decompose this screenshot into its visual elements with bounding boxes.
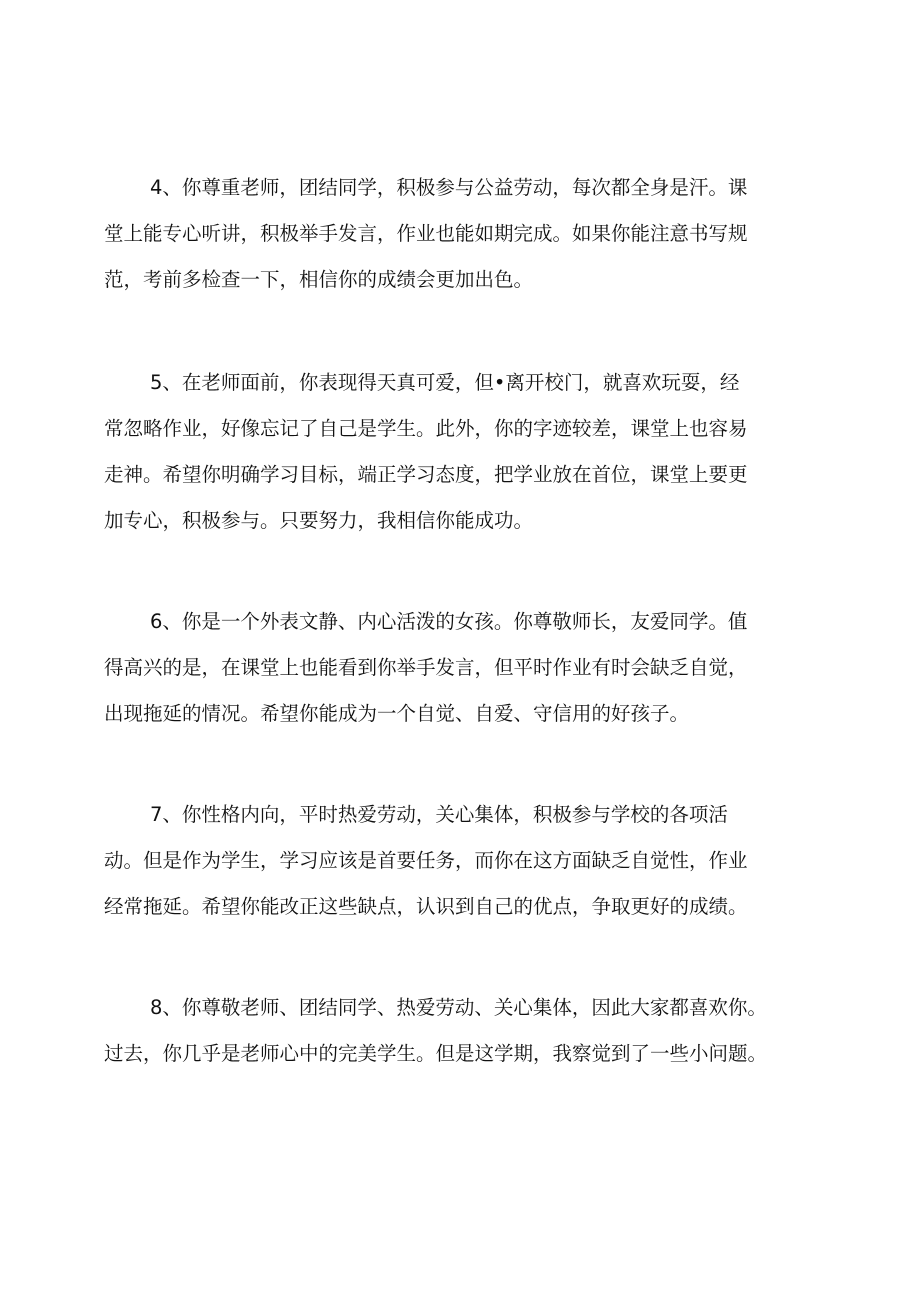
paragraph-line: 走神。希望你明确学习目标，端正学习态度，把学业放在首位，课堂上要更 [104,463,748,486]
paragraph-line: 堂上能专心听讲，积极举手发言，作业也能如期完成。如果你能注意书写规 [104,222,748,245]
paragraph-line: 4、你尊重老师，团结同学，积极参与公益劳动，每次都全身是汗。课 [150,176,748,199]
paragraph-line: 得高兴的是，在课堂上也能看到你举手发言，但平时作业有时会缺乏自觉， [104,656,748,679]
paragraph-line: 常忽略作业，好像忘记了自己是学生。此外，你的字迹较差，课堂上也容易 [104,417,748,440]
paragraph-line: 5、在老师面前，你表现得天真可爱，但•离开校门，就喜欢玩耍，经 [150,371,740,394]
comment-paragraph-4 [104,165,834,303]
paragraph-line: 范，考前多检查一下，相信你的成绩会更加出色。 [104,268,534,291]
paragraph-line: 动。但是作为学生，学习应该是首要任务，而你在这方面缺乏自觉性，作业 [104,849,748,872]
paragraph-line: 加专心，积极参与。只要努力，我相信你能成功。 [104,509,534,532]
paragraph-line: 8、你尊敬老师、团结同学、热爱劳动、关心集体，因此大家都喜欢你。 [150,996,767,1019]
paragraph-line: 7、你性格内向，平时热爱劳动，关心集体，积极参与学校的各项活 [150,803,728,826]
comment-paragraph-7 [104,792,834,930]
comment-paragraph-8 [104,985,834,1077]
paragraph-line: 经常拖延。希望你能改正这些缺点，认识到自己的优点，争取更好的成绩。 [104,895,748,918]
comment-paragraph-6 [104,599,834,737]
paragraph-line: 出现拖延的情况。希望你能成为一个自觉、自爱、守信用的好孩子。 [104,702,690,725]
paragraph-line: 过去，你几乎是老师心中的完美学生。但是这学期，我察觉到了一些小问题。 [104,1042,768,1065]
paragraph-line: 6、你是一个外表文静、内心活泼的女孩。你尊敬师长，友爱同学。值 [150,610,748,633]
comment-paragraph-5 [104,360,834,544]
